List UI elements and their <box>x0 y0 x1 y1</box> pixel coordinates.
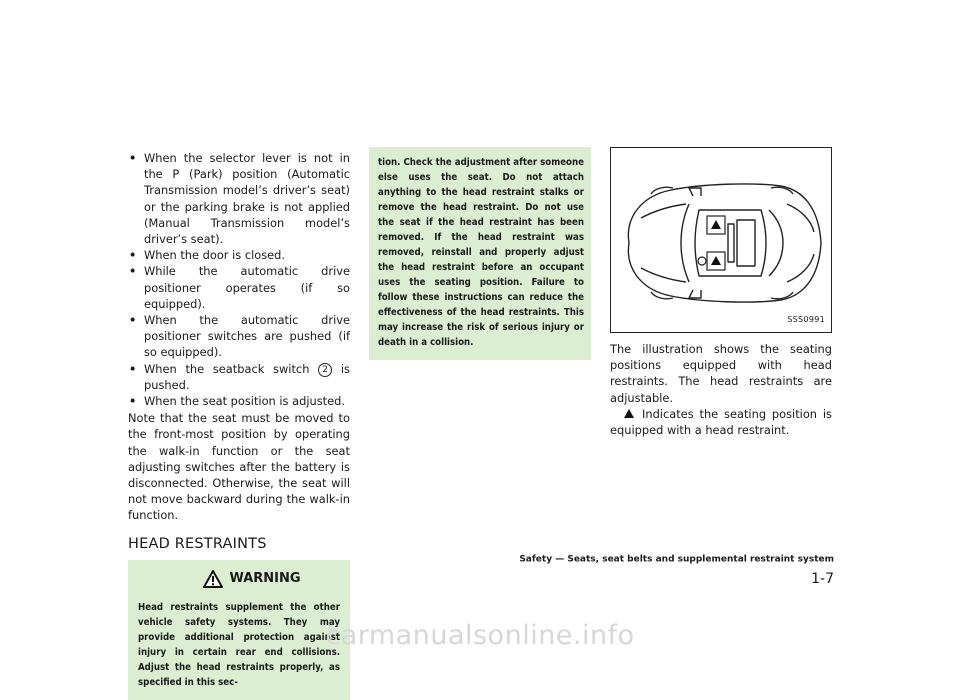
callout-number: 2 <box>318 363 332 377</box>
condition-list <box>128 150 350 409</box>
list-item: • When the automatic drive positioner switches are pushed (if so equipped). <box>129 313 350 360</box>
list-item: • When the seat position is adjusted. <box>129 394 345 409</box>
list-item: • When the door is closed. <box>129 248 286 263</box>
head-restraint-indicator-icon <box>624 409 634 418</box>
right-column <box>610 147 832 438</box>
list-item: • While the automatic drive positioner operates (if so equipped). <box>129 264 350 311</box>
car-top-view-illustration <box>611 148 831 332</box>
section-heading: HEAD RESTRAINTS <box>128 535 267 552</box>
left-column <box>128 150 350 700</box>
warning-text: Head restraints supplement the other vehicle safety systems. They may provide additional protection against injury in certain rear end collisions. Adjust the head restraints properly, as specified in this sec- <box>138 601 340 688</box>
note-paragraph: Note that the seat must be moved to the front-most position by operating the walk-in function or the seat adjusting switches after the battery is disconnected. Otherwise, the seat will not move backward during the walk-in function. <box>128 411 350 523</box>
figure-id: SSS0991 <box>787 314 825 324</box>
warning-triangle-icon <box>203 570 223 588</box>
figure-caption: The illustration shows the seating positions equipped with head restraints. The head restraints are adjustable. Indicates the seating position is equipped with a head restraint. <box>610 342 832 438</box>
warning-text: tion. Check the adjustment after someone else uses the seat. Do not attach anything to the head restraint stalks or remove the head restraint. Do not use the seat if the head restraint has been removed. If the head restraint was removed, reinstall and properly adjust the head restraint before an occupant uses the seating position. Failure to follow these instructions can reduce the effectiveness of the head restraints. This may increase the risk of serious injury or death in a collision. <box>378 157 584 348</box>
warning-title: WARNING <box>138 570 340 588</box>
watermark-text: carmanualsonline.info <box>325 620 635 651</box>
list-item: • When the seatback switch 2 is pushed. <box>129 361 350 392</box>
page-number: 1-7 <box>811 570 834 587</box>
seating-diagram <box>610 147 832 333</box>
middle-column <box>369 147 591 360</box>
page-footer <box>510 549 834 587</box>
warning-box-continued <box>369 147 591 360</box>
steering-wheel-icon <box>698 257 706 265</box>
section-title: Safety — Seats, seat belts and supplemental restraint system <box>519 554 834 565</box>
list-item: • When the selector lever is not in the P (Park) position (Automatic Transmission model’s driver’s seat) or the parking brake is not applied (Manual Transmission model’s driver’s seat). <box>129 151 350 247</box>
